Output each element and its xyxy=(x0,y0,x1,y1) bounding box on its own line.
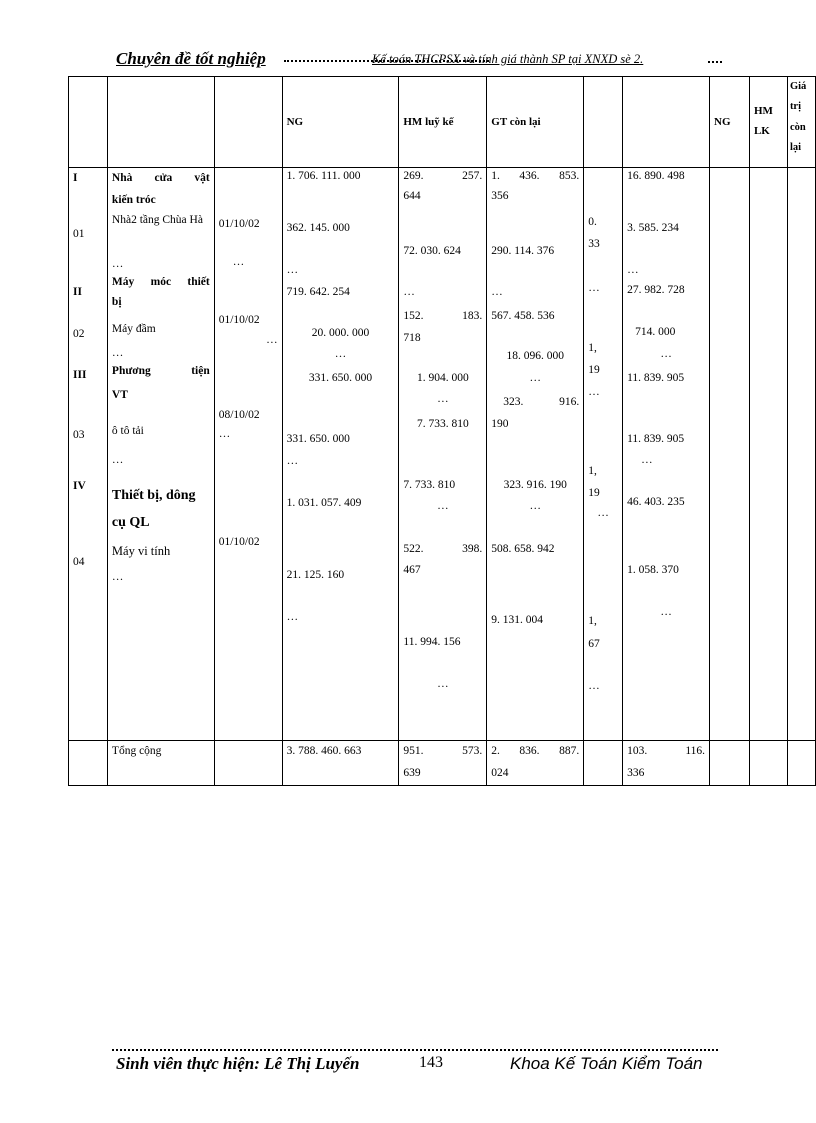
gt-value-2: 290. 114. 376 xyxy=(491,245,555,257)
ng-value-3: … xyxy=(286,264,299,276)
header-cell-stt xyxy=(69,77,108,168)
dep-value-6: … xyxy=(660,348,672,360)
empty-hm-lk-cell xyxy=(749,168,787,741)
gt-value-8: 323. 916. 190 xyxy=(503,479,567,491)
stt-03: 03 xyxy=(73,429,85,441)
name-dots-4: … xyxy=(111,571,124,583)
header-hm-luy-ke: HM luỹ kế xyxy=(399,77,487,168)
rate-value-1: 0. xyxy=(588,216,597,228)
gt-value-6: … xyxy=(529,372,541,384)
name-thiet-bi-line1: Thiết bị, dông xyxy=(111,488,196,503)
total-hm-lk-cell xyxy=(749,741,787,786)
page-number: 143 xyxy=(419,1054,443,1071)
gt-value-10: 508. 658. 942 xyxy=(491,543,555,555)
table-header-row xyxy=(69,77,816,168)
rate-value-3: 1, xyxy=(588,342,597,354)
page-header xyxy=(116,49,721,71)
total-date-cell xyxy=(214,741,282,786)
gt-value-1-end: 356 xyxy=(491,190,509,202)
header-cell-rate xyxy=(584,77,623,168)
dep-value-9: … xyxy=(641,454,653,466)
total-ng: 3. 788. 460. 663 xyxy=(282,741,399,786)
ng-value-1: 1. 706. 111. 000 xyxy=(286,170,361,182)
fixed-asset-table xyxy=(68,76,816,786)
header-ng-2: NG xyxy=(710,77,750,168)
stt-cell xyxy=(69,168,108,741)
ng-value-4: 719. 642. 254 xyxy=(286,286,350,298)
name-phuong-tien-line2: VT xyxy=(111,389,128,401)
date-1-dots: … xyxy=(232,256,245,268)
total-rate-cell xyxy=(584,741,623,786)
empty-gia-tri-cell xyxy=(787,168,815,741)
date-2-dots: … xyxy=(266,334,278,346)
rate-value-5: 1, xyxy=(588,615,597,627)
ng-value-7: 331. 650. 000 xyxy=(308,372,373,384)
date-cell xyxy=(214,168,282,741)
header-title-right: Kế toán THCPSX và tính giá thành SP tại XNXD sè 2. xyxy=(372,52,644,66)
header-cell-date xyxy=(214,77,282,168)
footer-student: Sinh viên thực hiện: Lê Thị Luyến xyxy=(116,1054,360,1073)
name-dots-2: … xyxy=(111,347,124,359)
hm-value-1-end: 644 xyxy=(403,190,421,202)
date-3-dots: … xyxy=(218,428,231,440)
total-gia-tri-cell xyxy=(787,741,815,786)
hm-value-4-end: 718 xyxy=(403,332,421,344)
dep-value-10: 46. 403. 235 xyxy=(627,496,685,508)
ng-value-2: 362. 145. 000 xyxy=(286,222,350,234)
rate-value-4-end: … xyxy=(597,507,609,519)
hm-value-12: … xyxy=(437,678,449,690)
date-4: 01/10/02 xyxy=(218,536,260,548)
name-may-moc-line1: Máy móc thiết xyxy=(111,276,210,288)
dep-value-8: 11. 839. 905 xyxy=(627,433,685,445)
date-3: 08/10/02 xyxy=(218,409,260,421)
total-ng2-cell xyxy=(710,741,750,786)
rate-value-5-end: … xyxy=(588,680,600,692)
depreciation-cell xyxy=(623,168,710,741)
dep-value-11: 1. 058. 370 xyxy=(627,564,679,576)
header-gia-tri-con-lai: Giá trị còn lại xyxy=(787,77,815,168)
name-dots-1: … xyxy=(111,258,124,270)
hm-value-10-end: 467 xyxy=(403,564,421,576)
name-may-moc-line2: bị xyxy=(111,296,122,308)
rate-value-3-end: … xyxy=(588,386,600,398)
empty-ng-cell xyxy=(710,168,750,741)
ng-value-12: … xyxy=(286,611,299,623)
hm-value-3: … xyxy=(403,286,415,298)
hm-value-5: 1. 904. 000 xyxy=(416,372,469,384)
ng-value-6: … xyxy=(334,348,347,360)
total-gt: 2. 836. 887. 024 xyxy=(487,741,584,786)
dep-value-3: … xyxy=(627,264,639,276)
hm-value-4: 152. 183. xyxy=(403,310,483,322)
name-nha2: Nhà2 tầng Chùa Hà xyxy=(111,214,203,226)
gt-value-5: 18. 096. 000 xyxy=(506,350,564,362)
header-hm-lk: HM LK xyxy=(749,77,787,168)
hm-value-7: 7. 733. 810 xyxy=(416,418,469,430)
hm-value-9: … xyxy=(437,500,449,512)
footer-faculty: Khoa Kế Toán Kiểm Toán xyxy=(510,1054,703,1073)
dep-value-7: 11. 839. 905 xyxy=(627,372,685,384)
hm-value-10: 522. 398. xyxy=(403,543,483,555)
gt-value-4: 567. 458. 536 xyxy=(491,310,555,322)
rate-value-1-end: 33 xyxy=(588,238,600,250)
stt-I: I xyxy=(73,172,78,184)
rate-value-4: 1, xyxy=(588,465,597,477)
header-cell-name xyxy=(107,77,214,168)
name-nha-cua-line1 xyxy=(112,168,210,190)
stt-01: 01 xyxy=(73,228,85,240)
header-cell-depreciation xyxy=(623,77,710,168)
gt-value-9: … xyxy=(529,500,541,512)
name-nha-cua: Nhà cửa vật xyxy=(111,172,210,184)
stt-02: 02 xyxy=(73,328,85,340)
total-label: Tổng cộng xyxy=(107,741,214,786)
header-ng: NG xyxy=(282,77,399,168)
ng-value-9: … xyxy=(286,455,299,467)
dep-value-1: 16. 890. 498 xyxy=(627,170,685,182)
dep-value-4: 27. 982. 728 xyxy=(627,284,685,296)
name-may-dam: Máy đầm xyxy=(111,323,156,335)
rate-cell xyxy=(584,168,623,741)
name-thiet-bi-line2: cụ QL xyxy=(111,515,150,530)
ng-cell xyxy=(282,168,399,741)
hm-value-2: 72. 030. 624 xyxy=(403,245,461,257)
header-dotted-rule-end xyxy=(708,61,722,63)
stt-04: 04 xyxy=(73,556,85,568)
ng-value-10: 1. 031. 057. 409 xyxy=(286,497,362,509)
header-title-left: Chuyên đề tốt nghiệp xyxy=(116,49,266,68)
date-1: 01/10/02 xyxy=(218,218,260,230)
gt-value-11: 9. 131. 004 xyxy=(491,614,544,626)
name-o-to: ô tô tải xyxy=(111,425,144,437)
stt-II: II xyxy=(73,286,82,298)
total-dep: 103. 116. 336 xyxy=(623,741,710,786)
hm-value-1: 269. 257. xyxy=(403,170,483,182)
ng-value-11: 21. 125. 160 xyxy=(286,569,345,581)
dep-value-5: 714. 000 xyxy=(635,326,676,338)
total-row xyxy=(69,741,816,786)
hm-luy-ke-cell xyxy=(399,168,487,741)
gt-value-1: 1. 436. 853. xyxy=(491,170,580,182)
name-nha-cua-line2: kiến tróc xyxy=(111,194,156,206)
dep-value-12: … xyxy=(660,606,672,618)
date-2: 01/10/02 xyxy=(218,314,260,326)
name-may-vi-tinh: Máy vi tính xyxy=(111,544,171,558)
hm-value-6: … xyxy=(437,393,449,405)
name-phuong-tien-line1: Phương tiện xyxy=(111,365,210,377)
rate-value-5-mid: 67 xyxy=(588,638,600,650)
total-hm: 951. 573. 639 xyxy=(399,741,487,786)
gt-con-lai-cell xyxy=(487,168,584,741)
ng-value-8: 331. 650. 000 xyxy=(286,433,350,445)
gt-value-3: … xyxy=(491,286,503,298)
gt-value-7: 323. 916. xyxy=(503,396,580,408)
dep-value-2: 3. 585. 234 xyxy=(627,222,679,234)
hm-value-8: 7. 733. 810 xyxy=(403,479,456,491)
total-stt-cell xyxy=(69,741,108,786)
stt-IV: IV xyxy=(73,480,86,492)
table-body-row xyxy=(69,168,816,741)
hm-value-11: 11. 994. 156 xyxy=(403,636,461,648)
asset-name-cell xyxy=(107,168,214,741)
rate-value-3-mid: 19 xyxy=(588,364,600,376)
name-dots-3: … xyxy=(111,454,124,466)
footer-dotted-rule xyxy=(112,1049,718,1051)
rate-value-2: … xyxy=(588,282,600,294)
stt-III: III xyxy=(73,369,87,381)
header-gt-con-lai: GT còn lại xyxy=(487,77,584,168)
ng-value-5: 20. 000. 000 xyxy=(311,327,370,339)
rate-value-4-mid: 19 xyxy=(588,487,600,499)
gt-value-7-end: 190 xyxy=(491,418,509,430)
